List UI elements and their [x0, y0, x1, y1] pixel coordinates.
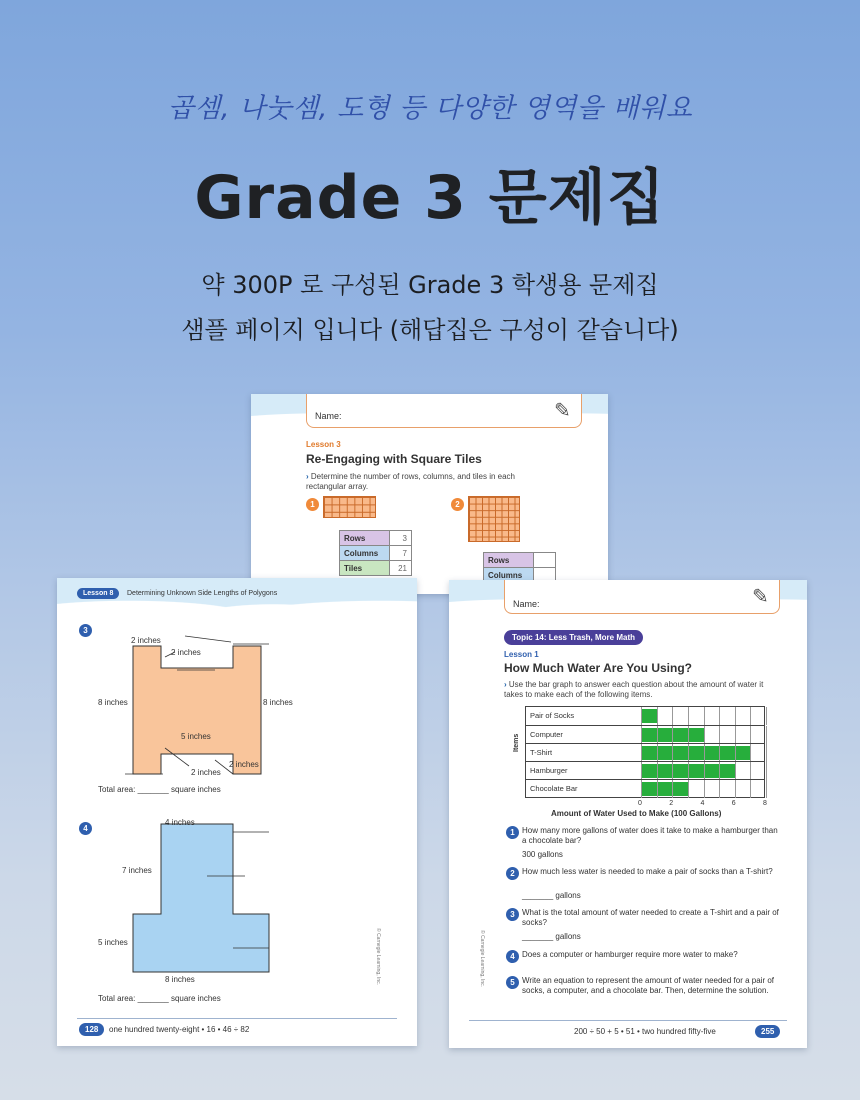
- question-text: What is the total amount of water needed to create a T-shirt and a pair of socks?: [522, 908, 779, 927]
- x-axis-title: Amount of Water Used to Make (100 Gallons): [551, 809, 722, 818]
- grid-line: [750, 780, 751, 798]
- label-top: 4 inches: [165, 818, 195, 827]
- bar-category-label: T-Shirt: [530, 748, 553, 757]
- grid-line: [766, 780, 767, 798]
- question-number: 5: [506, 976, 519, 989]
- chevron-right-icon: ›: [504, 680, 507, 689]
- bar: [641, 709, 657, 723]
- question-number: 2: [506, 867, 519, 880]
- sample-page-topic14: [449, 580, 807, 1048]
- grid-line: [735, 762, 736, 780]
- table-value: [534, 553, 556, 568]
- copyright: © Carnegie Learning, Inc.: [479, 930, 485, 988]
- h-shape-diagram: [57, 578, 417, 1046]
- grid-line: [641, 744, 642, 762]
- problem-number: 2: [451, 498, 464, 511]
- table-label: Rows: [484, 553, 534, 568]
- bar-category-label: Computer: [530, 730, 563, 739]
- bar-category-label: Pair of Socks: [530, 711, 575, 720]
- x-tick-label: 0: [638, 800, 642, 807]
- grid-line: [657, 744, 658, 762]
- grid-line: [657, 707, 658, 725]
- name-label: Name:: [315, 411, 342, 421]
- label-bottom-right: 2 inches: [229, 760, 259, 769]
- question-text: Does a computer or hamburger require more water to make?: [522, 950, 738, 959]
- grid-line: [641, 726, 642, 744]
- table-label: Columns: [340, 546, 390, 561]
- lesson-header: Determining Unknown Side Lengths of Polygons: [127, 590, 278, 597]
- grid-line: [688, 780, 689, 798]
- chevron-right-icon: ›: [306, 472, 309, 481]
- question-number: 1: [506, 826, 519, 839]
- total-area-line: Total area: _______ square inches: [98, 785, 221, 794]
- question-number: 3: [506, 908, 519, 921]
- bar-row: [526, 761, 764, 779]
- sample-page-lesson8: [57, 578, 417, 1046]
- grid-line: [704, 762, 705, 780]
- label-left: 8 inches: [98, 698, 128, 707]
- label-left-upper: 7 inches: [122, 866, 152, 875]
- grid-line: [750, 726, 751, 744]
- bar-row: [526, 707, 764, 725]
- problem-number: 4: [79, 822, 92, 835]
- grid-line: [704, 726, 705, 744]
- table-value: 7: [390, 546, 412, 561]
- table-label: Tiles: [340, 561, 390, 576]
- grid-line: [750, 707, 751, 725]
- instruction-text: Determine the number of rows, columns, and tiles in each rectangular array.: [306, 472, 516, 491]
- table-label: Columns: [484, 568, 534, 583]
- bar-row: [526, 779, 764, 797]
- grid-line: [641, 707, 642, 725]
- x-tick-label: 4: [700, 800, 705, 807]
- table-row: [340, 546, 412, 561]
- topic-pill: Topic 14: Less Trash, More Math: [504, 630, 643, 645]
- pencil-icon: ✎: [554, 400, 571, 422]
- y-axis-label: Items: [513, 733, 520, 752]
- grid-line: [657, 726, 658, 744]
- label-left-lower: 5 inches: [98, 938, 128, 947]
- hero-description-line1: 약 300P 로 구성된 Grade 3 학생용 문제집: [201, 271, 659, 299]
- grid-line: [719, 762, 720, 780]
- table-row: [340, 561, 412, 576]
- question-number: 4: [506, 950, 519, 963]
- grid-line: [688, 744, 689, 762]
- grid-line: [672, 726, 673, 744]
- table-value: 21: [390, 561, 412, 576]
- hero-description-line2: 샘플 페이지 입니다 (해답집은 구성이 같습니다): [181, 316, 679, 344]
- problem-number: 3: [79, 624, 92, 637]
- label-right: 8 inches: [263, 698, 293, 707]
- instruction-text: Use the bar graph to answer each question about the amount of water it takes to make each of the following items.: [504, 680, 764, 699]
- grid-line: [735, 780, 736, 798]
- grid-line: [766, 726, 767, 744]
- label-bottom-mid: 2 inches: [191, 768, 221, 777]
- hero-tagline: 곱셈, 나눗셈, 도형 등 다양한 영역을 배워요: [167, 93, 693, 124]
- question-text: Write an equation to represent the amount of water needed for a pair of socks, a computer, and a chocolate bar. Then, determine the solution.: [522, 976, 775, 995]
- lesson-tag: Lesson 1: [504, 650, 539, 659]
- bar-category-label: Hamburger: [530, 766, 568, 775]
- table-row: [340, 531, 412, 546]
- footer-divider: [469, 1020, 787, 1021]
- name-field: [504, 580, 780, 614]
- grid-line: [766, 762, 767, 780]
- bar-row: [526, 743, 764, 761]
- grid-line: [735, 707, 736, 725]
- grid-line: [672, 707, 673, 725]
- page-number: 255: [755, 1025, 780, 1038]
- grid-line: [735, 726, 736, 744]
- answer-line: _______ gallons: [522, 891, 581, 900]
- copyright: © Carnegie Learning, Inc.: [375, 928, 381, 986]
- grid-line: [735, 744, 736, 762]
- lesson-title: Re-Engaging with Square Tiles: [306, 452, 482, 466]
- name-label: Name:: [513, 599, 540, 609]
- grid-line: [657, 780, 658, 798]
- instruction: [504, 680, 774, 700]
- label-top-inner: 2 inches: [171, 648, 201, 657]
- grid-line: [719, 707, 720, 725]
- bar-row: [526, 725, 764, 743]
- question-text: How much less water is needed to make a pair of socks than a T-shirt?: [522, 867, 773, 876]
- grid-line: [657, 762, 658, 780]
- table-value: 3: [390, 531, 412, 546]
- grid-line: [766, 707, 767, 725]
- table-row: [484, 553, 556, 568]
- grid-line: [704, 780, 705, 798]
- grid-line: [672, 780, 673, 798]
- answer-line: 300 gallons: [522, 850, 563, 859]
- x-tick-label: 6: [731, 800, 736, 807]
- question-text: How many more gallons of water does it take to make a hamburger than a chocolate bar?: [522, 826, 778, 845]
- page-number: 128: [79, 1023, 104, 1036]
- footer-text: 200 ÷ 50 + 5 • 51 • two hundred fifty-five: [574, 1027, 716, 1036]
- lesson-tag: Lesson 3: [306, 440, 341, 449]
- instruction: [306, 472, 556, 492]
- grid-line: [719, 780, 720, 798]
- footer-divider: [77, 1018, 397, 1019]
- tile-array-2: [468, 496, 520, 542]
- grid-line: [719, 744, 720, 762]
- grid-line: [704, 744, 705, 762]
- grid-line: [688, 762, 689, 780]
- bar-category-label: Chocolate Bar: [530, 784, 578, 793]
- grid-line: [750, 762, 751, 780]
- grid-line: [688, 707, 689, 725]
- problem-number: 1: [306, 498, 319, 511]
- array-table-2: [483, 552, 556, 583]
- hero-title: Grade 3 문제집: [194, 163, 666, 233]
- x-tick-label: 2: [669, 800, 674, 807]
- grid-line: [672, 762, 673, 780]
- total-area-line: Total area: _______ square inches: [98, 994, 221, 1003]
- grid-line: [688, 726, 689, 744]
- grid-line: [641, 762, 642, 780]
- table-label: Rows: [340, 531, 390, 546]
- tile-array-1: [323, 496, 376, 518]
- grid-line: [641, 780, 642, 798]
- sample-page-lesson3: [251, 394, 608, 594]
- footer-text: one hundred twenty-eight • 16 • 46 ÷ 82: [109, 1025, 250, 1034]
- x-tick-label: 8: [763, 800, 767, 807]
- lesson-pill: Lesson 8: [77, 588, 119, 599]
- label-bottom-inner: 5 inches: [181, 732, 211, 741]
- water-bar-chart: [525, 706, 765, 798]
- grid-line: [719, 726, 720, 744]
- array-table-1: [339, 530, 412, 576]
- name-field: [306, 394, 582, 428]
- grid-line: [672, 744, 673, 762]
- grid-line: [766, 744, 767, 762]
- grid-line: [750, 744, 751, 762]
- label-top-left: 2 inches: [131, 636, 161, 645]
- pencil-icon: ✎: [752, 586, 769, 608]
- lesson-title: How Much Water Are You Using?: [504, 661, 693, 675]
- bar: [641, 782, 688, 796]
- label-bottom: 8 inches: [165, 975, 195, 984]
- grid-line: [704, 707, 705, 725]
- answer-line: _______ gallons: [522, 932, 581, 941]
